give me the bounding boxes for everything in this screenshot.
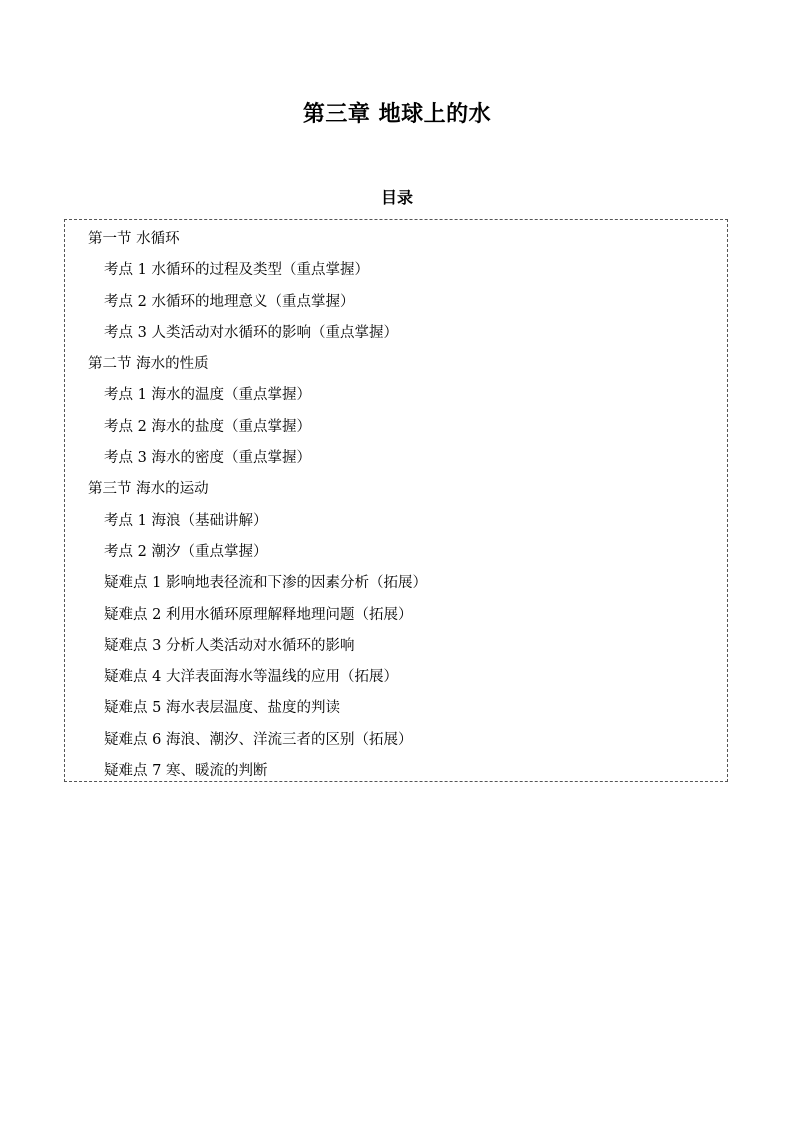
toc-section-1[interactable]: 第一节 水循环 [88, 231, 180, 247]
table-of-contents [64, 219, 728, 782]
toc-item[interactable]: 考点 3 海水的密度（重点掌握） [104, 450, 311, 467]
toc-heading: 目录 [380, 188, 413, 207]
toc-section-3[interactable]: 第三节 海水的运动 [88, 481, 209, 498]
toc-item[interactable]: 疑难点 4 大洋表面海水等温线的应用（拓展） [104, 669, 398, 686]
toc-item[interactable]: 考点 2 潮汐（重点掌握） [104, 543, 268, 560]
toc-item[interactable]: 疑难点 3 分析人类活动对水循环的影响 [104, 637, 355, 654]
chapter-title: 第三章 地球上的水 [302, 102, 492, 127]
toc-item[interactable]: 疑难点 5 海水表层温度、盐度的判读 [104, 700, 340, 717]
toc-item[interactable]: 疑难点 1 影响地表径流和下渗的因素分析（拓展） [104, 575, 427, 592]
toc-item[interactable]: 考点 3 人类活动对水循环的影响（重点掌握） [104, 324, 398, 341]
toc-item[interactable]: 疑难点 2 利用水循环原理解释地理问题（拓展） [104, 606, 413, 623]
toc-item[interactable]: 考点 1 海水的温度（重点掌握） [104, 387, 311, 404]
toc-item[interactable]: 疑难点 6 海浪、潮汐、洋流三者的区别（拓展） [104, 731, 413, 748]
toc-item[interactable]: 考点 1 水循环的过程及类型（重点掌握） [104, 262, 369, 279]
toc-item[interactable]: 考点 2 水循环的地理意义（重点掌握） [104, 293, 355, 310]
toc-item[interactable]: 考点 2 海水的盐度（重点掌握） [104, 418, 311, 435]
toc-item[interactable]: 疑难点 7 寒、暖流的判断 [104, 763, 268, 780]
toc-section-2[interactable]: 第二节 海水的性质 [88, 356, 209, 373]
toc-list [65, 226, 727, 789]
toc-item[interactable]: 考点 1 海浪（基础讲解） [104, 512, 268, 529]
